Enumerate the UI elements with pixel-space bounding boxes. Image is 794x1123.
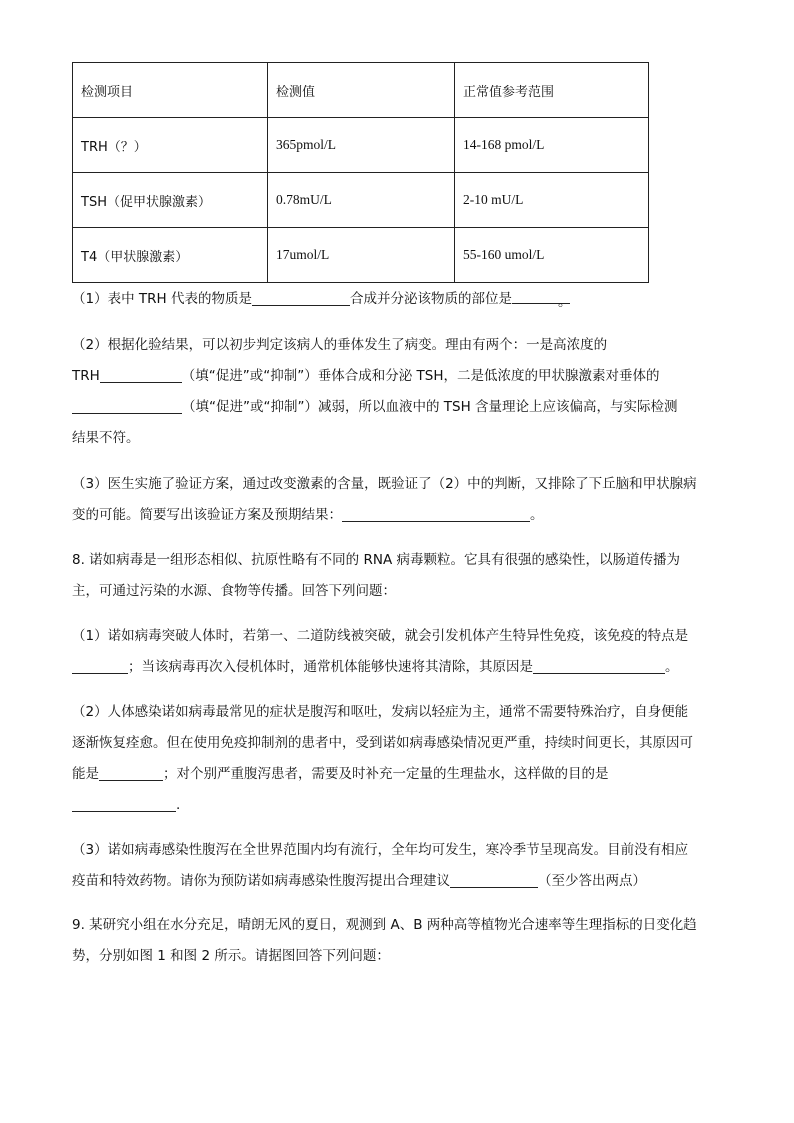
q8-part3-line1: （3）诺如病毒感染性腹泻在全世界范围内均有流行，全年均可发生，寒冷季节呈现高发。目前没有相应 [72, 842, 689, 858]
text-span: 合成并分泌该物质的部位是 [349, 291, 512, 307]
q8-intro-line2: 主，可通过污染的水源、食物等传播。回答下列问题： [72, 583, 396, 599]
table-row [73, 228, 649, 283]
q7-part3-line1: （3）医生实施了验证方案，通过改变激素的含量，既验证了（2）中的判断，又排除了下丘脑和甲状腺病 [72, 476, 697, 492]
q7-part2-line3 [72, 392, 724, 423]
table-cell: 365pmol/L [268, 118, 455, 173]
table-row [73, 173, 649, 228]
table-cell: 14-168 pmol/L [455, 118, 649, 173]
q9-line1: 9. 某研究小组在水分充足，晴朗无风的夏日，观测到 A、B 两种高等植物光合速率等生理指标的日变化趋 [72, 917, 697, 933]
text-span: （填“促进”或“抑制”）垂体合成和分泌 TSH，二是低浓度的甲状腺激素对垂体的 [181, 368, 660, 384]
table-cell: 0.78mU/L [268, 173, 455, 228]
q8-part2-line1: （2）人体感染诺如病毒最常见的症状是腹泻和呕吐，发病以轻症为主，通常不需要特殊治疗，自身便能 [72, 704, 689, 720]
table-cell: T4（甲状腺激素） [73, 228, 268, 283]
text-span: 疫苗和特效药物。请你为预防诺如病毒感染性腹泻提出合理建议 [72, 873, 450, 889]
header-cell: 检测项目 [73, 63, 268, 118]
table-header-row [73, 63, 649, 118]
header-cell: 检测值 [268, 63, 455, 118]
q8-part2-line3 [72, 759, 724, 790]
lab-results-table [72, 62, 649, 283]
q8-part3-line2 [72, 866, 724, 897]
q7-part2-line2 [72, 361, 724, 392]
answer-blank[interactable] [512, 287, 572, 310]
answer-blank[interactable] [72, 657, 128, 674]
text-span: 。 [557, 294, 572, 310]
text-span: . [176, 797, 181, 813]
text-span: ；当该病毒再次入侵机体时，通常机体能够快速将其清除，其原因是 [128, 659, 533, 675]
text-span: TRH [72, 368, 100, 384]
answer-blank[interactable] [100, 366, 182, 383]
answer-blank[interactable] [72, 397, 182, 414]
q8-part1-line1: （1）诺如病毒突破人体时，若第一、二道防线被突破，就会引发机体产生特异性免疫，该免疫的特点是 [72, 628, 689, 644]
q8-part2-line2: 逐渐恢复痊愈。但在使用免疫抑制剂的患者中，受到诺如病毒感染情况更严重，持续时间更长，其原因可 [72, 735, 693, 751]
table-cell: TSH（促甲状腺激素） [73, 173, 268, 228]
q7-part2-line4: 结果不符。 [72, 430, 140, 446]
answer-blank[interactable] [450, 871, 538, 888]
q8-part1-line2 [72, 652, 724, 683]
text-span: 。 [530, 507, 544, 523]
q8-intro-line1: 8. 诺如病毒是一组形态相似、抗原性略有不同的 RNA 病毒颗粒。它具有很强的感染性，以肠道传播为 [72, 552, 680, 568]
q7-part3-line2 [72, 500, 724, 531]
table-cell: 55-160 umol/L [455, 228, 649, 283]
table-cell: 17umol/L [268, 228, 455, 283]
text-span: 。 [665, 659, 679, 675]
answer-blank[interactable] [342, 505, 530, 522]
table-cell: TRH（？） [73, 118, 268, 173]
text-span: （填“促进”或“抑制”）减弱，所以血液中的 TSH 含量理论上应该偏高，与实际检测 [182, 399, 678, 415]
answer-blank[interactable] [252, 289, 350, 306]
text-span: 能是 [72, 766, 99, 782]
text-span: （至少答出两点） [538, 873, 646, 889]
q9-line2: 势，分别如图 1 和图 2 所示。请据图回答下列问题： [72, 948, 390, 964]
table-cell: 2-10 mU/L [455, 173, 649, 228]
answer-blank[interactable] [72, 795, 176, 812]
table-row [73, 118, 649, 173]
header-cell: 正常值参考范围 [455, 63, 649, 118]
q7-part1 [72, 284, 724, 315]
answer-blank[interactable] [99, 764, 163, 781]
text-span: 变的可能。简要写出该验证方案及预期结果： [72, 507, 342, 523]
answer-blank[interactable] [533, 657, 665, 674]
q8-part2-line4 [72, 790, 724, 821]
text-span: （1）表中 TRH 代表的物质是 [72, 291, 252, 307]
q7-part2-line1: （2）根据化验结果，可以初步判定该病人的垂体发生了病变。理由有两个：一是高浓度的 [72, 337, 608, 353]
text-span: ；对个别严重腹泻患者，需要及时补充一定量的生理盐水，这样做的目的是 [163, 766, 609, 782]
